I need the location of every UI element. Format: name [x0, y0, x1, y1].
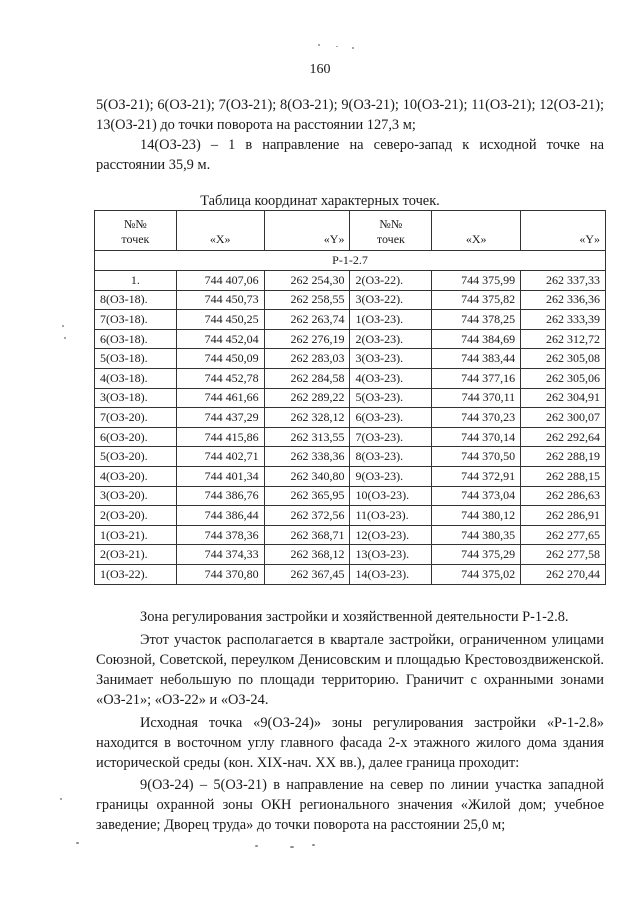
- cell-y-right: 262 336,36: [521, 290, 606, 310]
- cell-y-right: 262 300,07: [521, 408, 606, 428]
- cell-x-right: 744 375,02: [432, 564, 521, 584]
- cell-y-left: 262 340,80: [264, 466, 350, 486]
- cell-y-right: 262 288,15: [521, 466, 606, 486]
- table-body: [95, 271, 606, 585]
- table-row: [95, 388, 606, 408]
- cell-y-left: 262 338,36: [264, 447, 350, 467]
- cell-point-right: 13(ОЗ-23).: [350, 545, 432, 565]
- header-y-right: «Y»: [521, 211, 606, 251]
- scan-speck: [255, 845, 258, 847]
- table-row: [95, 525, 606, 545]
- table-row: [95, 271, 606, 291]
- paragraph-zone-description: Этот участок располагается в квартале застройки, ограниченном улицами Союзной, Советской, переулком Денисовским и площадью Крестовоздвиженской. Занимает небольшую по площади территорию. Граничит с охранными зонами «ОЗ-21»; «ОЗ-22» и «ОЗ-24.: [96, 632, 604, 708]
- cell-point-right: 10(ОЗ-23).: [350, 486, 432, 506]
- table-row: [95, 310, 606, 330]
- cell-y-left: 262 284,58: [264, 368, 350, 388]
- cell-point-left: 1(ОЗ-21).: [95, 525, 177, 545]
- cell-y-left: 262 368,71: [264, 525, 350, 545]
- scan-speck: [60, 798, 62, 800]
- cell-y-right: 262 333,39: [521, 310, 606, 330]
- cell-x-left: 744 402,71: [176, 447, 264, 467]
- cell-x-left: 744 386,44: [176, 506, 264, 526]
- cell-point-left: 2(ОЗ-21).: [95, 545, 177, 565]
- table-row: [95, 329, 606, 349]
- table-header-row: [95, 211, 606, 251]
- cell-x-left: 744 450,25: [176, 310, 264, 330]
- cell-point-left: 5(ОЗ-20).: [95, 447, 177, 467]
- cell-point-right: 2(ОЗ-22).: [350, 271, 432, 291]
- scan-speck: [352, 47, 354, 49]
- cell-y-right: 262 286,91: [521, 506, 606, 526]
- header-point-label: точек: [121, 232, 150, 246]
- cell-y-right: 262 288,19: [521, 447, 606, 467]
- cell-y-left: 262 368,12: [264, 545, 350, 565]
- cell-x-left: 744 461,66: [176, 388, 264, 408]
- cell-point-left: 5(ОЗ-18).: [95, 349, 177, 369]
- cell-point-right: 9(ОЗ-23).: [350, 466, 432, 486]
- table-row: [95, 427, 606, 447]
- table-section-row: [95, 251, 606, 271]
- cell-x-left: 744 437,29: [176, 408, 264, 428]
- table-row: [95, 290, 606, 310]
- cell-point-right: 3(ОЗ-22).: [350, 290, 432, 310]
- scan-speck: [76, 842, 79, 844]
- cell-point-right: 2(ОЗ-23).: [350, 329, 432, 349]
- cell-x-left: 744 450,09: [176, 349, 264, 369]
- cell-y-left: 262 258,55: [264, 290, 350, 310]
- paragraph-point-list: 5(ОЗ-21); 6(ОЗ-21); 7(ОЗ-21); 8(ОЗ-21); 9(ОЗ-21); 10(ОЗ-21); 11(ОЗ-21); 12(ОЗ-21); 13(ОЗ-21) до точки поворота на расстоянии 127,3 м;: [96, 97, 604, 133]
- cell-y-left: 262 367,45: [264, 564, 350, 584]
- scan-speck: [64, 337, 66, 339]
- cell-point-left: 7(ОЗ-18).: [95, 310, 177, 330]
- cell-point-right: 5(ОЗ-23).: [350, 388, 432, 408]
- cell-x-right: 744 375,29: [432, 545, 521, 565]
- cell-x-right: 744 373,04: [432, 486, 521, 506]
- cell-x-right: 744 380,12: [432, 506, 521, 526]
- cell-point-left: 6(ОЗ-20).: [95, 427, 177, 447]
- cell-x-left: 744 407,06: [176, 271, 264, 291]
- cell-point-left: 1.: [95, 271, 177, 291]
- header-x-left: «X»: [176, 211, 264, 251]
- cell-y-left: 262 254,30: [264, 271, 350, 291]
- cell-y-right: 262 305,06: [521, 368, 606, 388]
- cell-x-right: 744 375,82: [432, 290, 521, 310]
- cell-point-left: 8(ОЗ-18).: [95, 290, 177, 310]
- paragraph-segment-9-5: 9(ОЗ-24) – 5(ОЗ-21) в направление на север по линии участка западной границы охранной зоны ОКН регионального значения «Жилой дом; учебное заведение; Дворец труда» до точки поворота на расстоянии 25,0 м;: [96, 777, 604, 833]
- cell-point-right: 8(ОЗ-23).: [350, 447, 432, 467]
- cell-point-right: 14(ОЗ-23).: [350, 564, 432, 584]
- cell-point-left: 1(ОЗ-22).: [95, 564, 177, 584]
- cell-point-right: 4(ОЗ-23).: [350, 368, 432, 388]
- paragraph-zone-title: Зона регулирования застройки и хозяйственной деятельности Р-1-2.8.: [140, 609, 569, 625]
- cell-point-left: 3(ОЗ-20).: [95, 486, 177, 506]
- cell-x-right: 744 370,23: [432, 408, 521, 428]
- cell-point-right: 3(ОЗ-23).: [350, 349, 432, 369]
- scan-speck: [62, 325, 64, 327]
- cell-x-right: 744 380,35: [432, 525, 521, 545]
- cell-point-right: 12(ОЗ-23).: [350, 525, 432, 545]
- cell-point-left: 2(ОЗ-20).: [95, 506, 177, 526]
- cell-y-left: 262 289,22: [264, 388, 350, 408]
- cell-point-right: 1(ОЗ-23).: [350, 310, 432, 330]
- cell-y-right: 262 304,91: [521, 388, 606, 408]
- cell-point-right: 6(ОЗ-23).: [350, 408, 432, 428]
- cell-x-left: 744 378,36: [176, 525, 264, 545]
- header-x-right: «X»: [432, 211, 521, 251]
- header-point-label: точек: [376, 232, 405, 246]
- cell-x-right: 744 370,50: [432, 447, 521, 467]
- cell-y-right: 262 292,64: [521, 427, 606, 447]
- cell-point-left: 7(ОЗ-20).: [95, 408, 177, 428]
- header-y-left: «Y»: [264, 211, 350, 251]
- cell-point-right: 11(ОЗ-23).: [350, 506, 432, 526]
- cell-x-left: 744 415,86: [176, 427, 264, 447]
- table-row: [95, 545, 606, 565]
- header-point-right: [350, 211, 432, 251]
- cell-x-left: 744 450,73: [176, 290, 264, 310]
- cell-x-left: 744 386,76: [176, 486, 264, 506]
- page-number: 160: [309, 62, 331, 77]
- cell-y-right: 262 277,65: [521, 525, 606, 545]
- table-row: [95, 506, 606, 526]
- cell-point-right: 7(ОЗ-23).: [350, 427, 432, 447]
- cell-y-right: 262 277,58: [521, 545, 606, 565]
- cell-y-left: 262 372,56: [264, 506, 350, 526]
- scan-speck: [336, 46, 338, 47]
- cell-x-left: 744 452,04: [176, 329, 264, 349]
- cell-x-left: 744 374,33: [176, 545, 264, 565]
- cell-x-right: 744 375,99: [432, 271, 521, 291]
- header-point-number-sign: №№: [123, 217, 147, 231]
- cell-y-left: 262 313,55: [264, 427, 350, 447]
- cell-y-left: 262 276,19: [264, 329, 350, 349]
- cell-x-right: 744 370,11: [432, 388, 521, 408]
- cell-x-right: 744 372,91: [432, 466, 521, 486]
- table-row: [95, 368, 606, 388]
- cell-x-right: 744 370,14: [432, 427, 521, 447]
- cell-x-right: 744 384,69: [432, 329, 521, 349]
- cell-point-left: 4(ОЗ-18).: [95, 368, 177, 388]
- cell-y-right: 262 312,72: [521, 329, 606, 349]
- coordinates-table: [94, 210, 606, 585]
- cell-y-left: 262 263,74: [264, 310, 350, 330]
- paragraph-segment-14-1: 14(ОЗ-23) – 1 в направление на северо-запад к исходной точке на расстоянии 35,9 м.: [96, 137, 604, 173]
- header-point-left: [95, 211, 177, 251]
- table-row: [95, 466, 606, 486]
- cell-y-right: 262 305,08: [521, 349, 606, 369]
- header-point-number-sign: №№: [379, 217, 403, 231]
- section-label: Р-1-2.7: [95, 251, 606, 271]
- paragraph-start-point: Исходная точка «9(ОЗ-24)» зоны регулирования застройки «Р-1-2.8» находится в восточном углу главного фасада 2-х этажного жилого дома здания исторической среды (кон. XIX-нач. XX вв.), далее граница проходит:: [96, 715, 604, 771]
- cell-x-left: 744 370,80: [176, 564, 264, 584]
- scan-speck: [290, 846, 294, 848]
- scan-speck: [318, 44, 320, 46]
- cell-x-right: 744 383,44: [432, 349, 521, 369]
- cell-x-right: 744 377,16: [432, 368, 521, 388]
- cell-y-right: 262 337,33: [521, 271, 606, 291]
- table-row: [95, 447, 606, 467]
- cell-point-left: 3(ОЗ-18).: [95, 388, 177, 408]
- cell-y-right: 262 270,44: [521, 564, 606, 584]
- cell-x-left: 744 401,34: [176, 466, 264, 486]
- cell-y-left: 262 328,12: [264, 408, 350, 428]
- cell-y-left: 262 283,03: [264, 349, 350, 369]
- table-row: [95, 486, 606, 506]
- table-caption: Таблица координат характерных точек.: [200, 193, 440, 209]
- cell-x-left: 744 452,78: [176, 368, 264, 388]
- table-row: [95, 349, 606, 369]
- cell-y-right: 262 286,63: [521, 486, 606, 506]
- table-row: [95, 408, 606, 428]
- cell-point-left: 4(ОЗ-20).: [95, 466, 177, 486]
- table-row: [95, 564, 606, 584]
- scan-speck: [312, 844, 315, 846]
- cell-x-right: 744 378,25: [432, 310, 521, 330]
- cell-y-left: 262 365,95: [264, 486, 350, 506]
- cell-point-left: 6(ОЗ-18).: [95, 329, 177, 349]
